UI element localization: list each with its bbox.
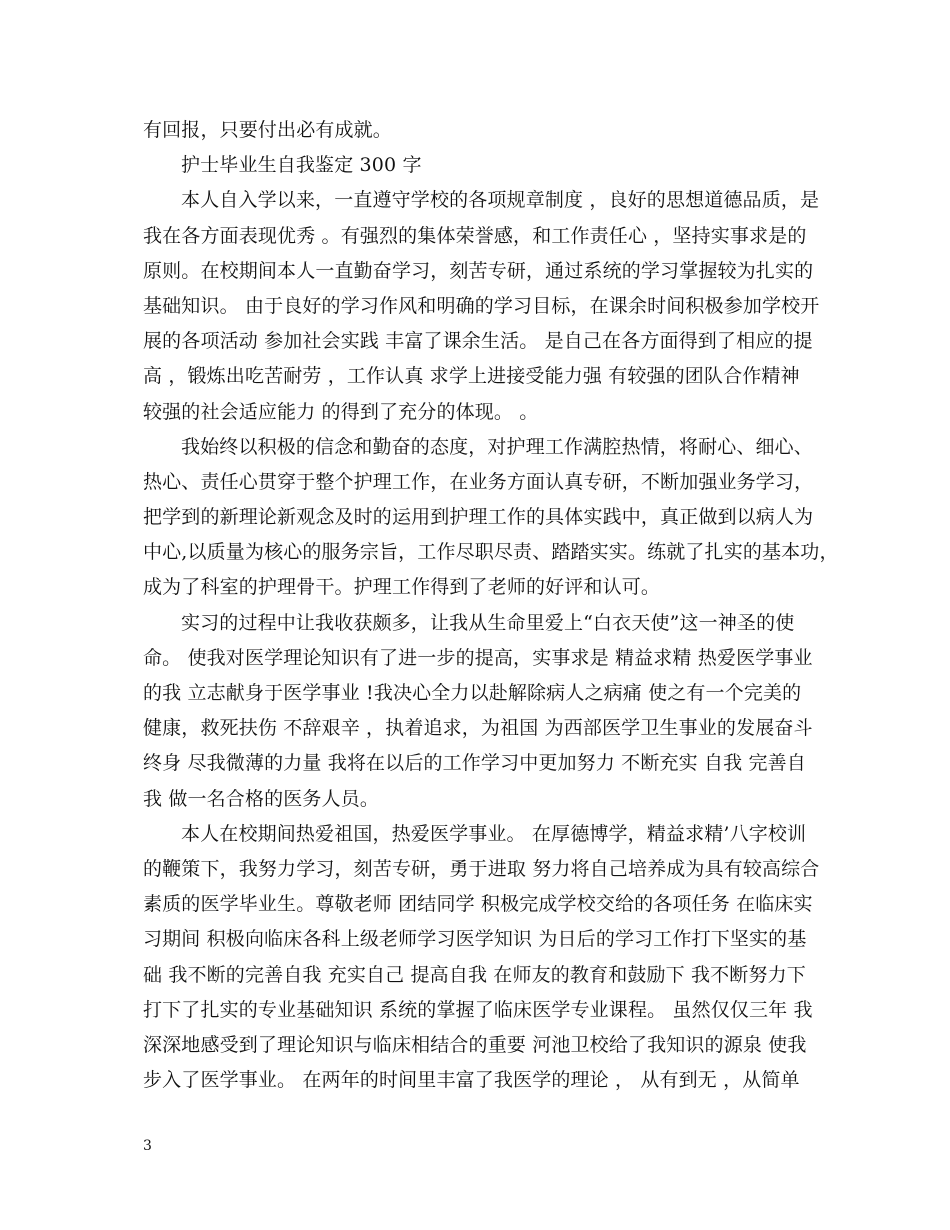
- text-line: 本人自入学以来，一直遵守学校的各项规章制度 ，良好的思想道德品质，是: [181, 189, 820, 212]
- text-line: 深深地感受到了理论知识与临床相结合的重要 河池卫校给了我知识的源泉 使我: [143, 1033, 807, 1056]
- text-line: 终身 尽我微薄的力量 我将在以后的工作学习中更加努力 不断充实 自我 完善自: [143, 752, 806, 775]
- text-line: 实习的过程中让我收获颇多，让我从生命里爱上“白衣天使”这一神圣的使: [181, 611, 795, 634]
- text-line: 础 我不断的完善自我 充实自己 提高自我 在师友的教育和鼓励下 我不断努力下: [143, 963, 806, 986]
- text-line: 中心,以质量为核心的服务宗旨，工作尽职尽责、踏踏实实。练就了扎实的基本功，: [143, 541, 839, 564]
- text-line: 的鞭策下，我努力学习，刻苦专研，勇于进取 努力将自己培养成为具有较高综合: [143, 857, 820, 880]
- text-line: 我在各方面表现优秀 。有强烈的集体荣誉感，和工作责任心 ，坚持实事求是的: [143, 224, 807, 247]
- text-line: 我 做一名合格的医务人员。: [143, 787, 379, 810]
- section-heading: 护士毕业生自我鉴定 300 字: [181, 154, 422, 177]
- text-line: 本人在校期间热爱祖国，热爱医学事业。 在厚德博学，精益求精’八字校训: [181, 822, 807, 845]
- text-line: 成为了科室的护理骨干。护理工作得到了老师的好评和认可。: [143, 576, 661, 599]
- text-line: 高 ，锻炼出吃苦耐劳 ，工作认真 求学上进接受能力强 有较强的团队合作精神: [143, 365, 800, 388]
- text-line: 有回报，只要付出必有成就。: [143, 119, 392, 141]
- text-line: 素质的医学毕业生。尊敬老师 团结同学 积极完成学校交给的各项任务 在临床实: [143, 893, 813, 916]
- text-line: 热心、责任心贯穿于整个护理工作，在业务方面认真专研，不断加强业务学习，: [143, 470, 814, 493]
- document-body: [143, 113, 839, 1098]
- text-line: 把学到的新理论新观念及时的运用到护理工作的具体实践中，真正做到以病人为: [143, 506, 814, 529]
- text-line: 命。 使我对医学理论知识有了进一步的提高，实事求是 精益求精 热爱医学事业: [143, 646, 813, 669]
- text-line: 习期间 积极向临床各科上级老师学习医学知识 为日后的学习工作打下坚实的基: [143, 928, 807, 951]
- text-line: 展的各项活动 参加社会实践 丰富了课余生活。 是自己在各方面得到了相应的提: [143, 330, 813, 353]
- text-line: 打下了扎实的专业基础知识 系统的掌握了临床医学专业课程。 虽然仅仅三年 我: [143, 998, 813, 1021]
- page-number: 3: [143, 1138, 152, 1154]
- text-line: 我始终以积极的信念和勤奋的态度，对护理工作满腔热情，将耐心、细心、: [181, 435, 813, 458]
- text-line: 较强的社会适应能力 的得到了充分的体现。 。: [143, 400, 539, 423]
- text-line: 步入了医学事业。 在两年的时间里丰富了我医学的理论 ， 从有到无 ，从简单: [143, 1069, 800, 1092]
- text-line: 的我 立志献身于医学事业 !我决心全力以赴解除病人之病痛 使之有一个完美的: [143, 682, 802, 704]
- text-line: 基础知识。 由于良好的学习作风和明确的学习目标，在课余时间积极参加学校开: [143, 294, 820, 317]
- text-line: 原则。在校期间本人一直勤奋学习，刻苦专研，通过系统的学习掌握较为扎实的: [143, 259, 814, 282]
- text-line: 健康，救死扶伤 不辞艰辛 ，执着追求，为祖国 为西部医学卫生事业的发展奋斗: [143, 717, 813, 740]
